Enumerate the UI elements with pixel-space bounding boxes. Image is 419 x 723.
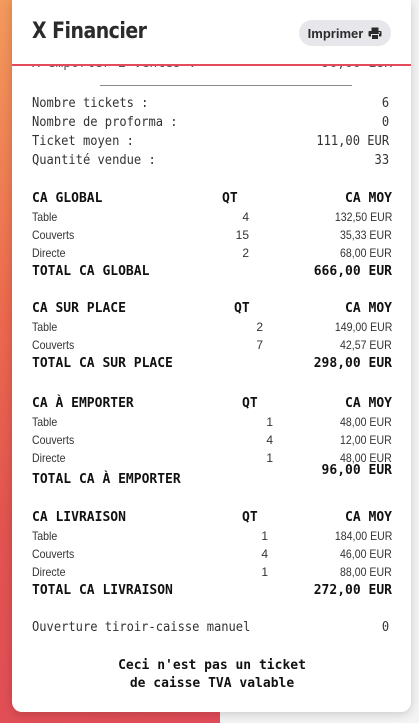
line-ca-moy: 184,00 EUR <box>334 529 392 543</box>
section-line <box>32 320 392 337</box>
line-qt: 4 <box>261 547 268 561</box>
line-ca-moy: 68,00 EUR <box>340 246 392 260</box>
line-name: Couverts <box>32 433 75 447</box>
summary-value: 0 <box>381 115 390 130</box>
summary-value: 33 <box>374 153 390 168</box>
line-qt: 1 <box>261 565 268 579</box>
summary-value: 6 <box>381 96 390 111</box>
report-scroll-area[interactable] <box>12 56 411 712</box>
printer-icon <box>368 27 382 40</box>
line-ca-moy: 35,33 EUR <box>340 228 392 242</box>
section-line <box>32 246 392 263</box>
section-header <box>32 510 392 528</box>
section-title: CA SUR PLACE <box>32 301 126 316</box>
summary-value: 111,00 EUR <box>316 134 390 149</box>
line-name: Table <box>32 415 58 429</box>
print-button-label: Imprimer <box>307 25 364 41</box>
footer-line-2: de caisse TVA valable <box>129 676 295 691</box>
drawer-row <box>32 620 390 638</box>
total-label: TOTAL CA SUR PLACE <box>32 356 173 371</box>
qt-header: QT <box>222 191 238 206</box>
ca-moy-header: CA MOY <box>345 510 392 525</box>
summary-label: Nombre de proforma : <box>32 115 178 130</box>
line-ca-moy: 132,50 EUR <box>334 210 392 224</box>
summary-label: Quantité vendue : <box>32 153 156 168</box>
line-name: Directe <box>32 246 66 260</box>
summary-row <box>32 153 390 171</box>
section-line <box>32 415 392 432</box>
section-header <box>32 301 392 319</box>
line-qt: 1 <box>261 529 268 543</box>
line-qt: 15 <box>235 228 249 242</box>
summary-row <box>32 134 390 152</box>
qt-header: QT <box>234 301 250 316</box>
line-qt: 2 <box>242 246 249 260</box>
section-line <box>32 228 392 245</box>
section-line <box>32 547 392 564</box>
line-qt: 1 <box>266 451 273 465</box>
summary-row <box>32 96 390 114</box>
line-ca-moy: 88,00 EUR <box>340 565 392 579</box>
line-ca-moy: 149,00 EUR <box>334 320 392 334</box>
line-qt: 4 <box>242 210 249 224</box>
modal-title: X Financier <box>32 19 147 44</box>
footer-line-1: Ceci n'est pas un ticket <box>118 658 306 673</box>
line-qt: 1 <box>266 415 273 429</box>
divider <box>100 85 352 86</box>
qt-header: QT <box>242 396 258 411</box>
total-label: TOTAL CA LIVRAISON <box>32 583 173 598</box>
section-line <box>32 338 392 355</box>
line-name: Couverts <box>32 228 75 242</box>
line-name: Couverts <box>32 338 75 352</box>
line-name: Couverts <box>32 547 75 561</box>
section-total <box>32 463 392 490</box>
section-total <box>32 264 392 282</box>
section-title: CA LIVRAISON <box>32 510 126 525</box>
ca-moy-header: CA MOY <box>345 396 392 411</box>
line-name: Directe <box>32 565 66 579</box>
line-ca-moy: 48,00 EUR <box>340 415 392 429</box>
total-value: 96,00 EUR <box>321 463 392 478</box>
section-total <box>32 583 392 601</box>
line-name: Table <box>32 529 58 543</box>
line-ca-moy: 42,57 EUR <box>340 338 392 352</box>
line-ca-moy: 12,00 EUR <box>340 433 392 447</box>
drawer-value: 0 <box>381 620 390 635</box>
section-title: CA GLOBAL <box>32 191 103 206</box>
line-ca-moy: 46,00 EUR <box>340 547 392 561</box>
modal-header <box>12 0 411 66</box>
section-header <box>32 191 392 209</box>
line-name: Table <box>32 210 58 224</box>
line-qt: 4 <box>266 433 273 447</box>
financial-report-modal <box>12 0 411 712</box>
total-label: TOTAL CA À EMPORTER <box>32 472 181 487</box>
summary-label: Ticket moyen : <box>32 134 134 149</box>
print-button[interactable] <box>299 20 391 46</box>
total-value: 298,00 EUR <box>313 356 392 371</box>
line-name: Table <box>32 320 58 334</box>
total-label: TOTAL CA GLOBAL <box>32 264 150 279</box>
total-value: 272,00 EUR <box>313 583 392 598</box>
section-line <box>32 210 392 227</box>
qt-header: QT <box>242 510 258 525</box>
line-qt: 7 <box>256 338 263 352</box>
line-qt: 2 <box>256 320 263 334</box>
ca-moy-header: CA MOY <box>345 301 392 316</box>
section-header <box>32 396 392 414</box>
section-line <box>32 529 392 546</box>
line-ca-moy: 48,00 EUR <box>340 451 392 465</box>
total-value: 666,00 EUR <box>313 264 392 279</box>
section-line <box>32 433 392 450</box>
summary-label: Nombre tickets : <box>32 96 149 111</box>
section-line <box>32 565 392 582</box>
line-name: Directe <box>32 451 66 465</box>
footer-note <box>32 657 392 693</box>
section-title: CA À EMPORTER <box>32 396 134 411</box>
drawer-label: Ouverture tiroir-caisse manuel <box>32 620 251 635</box>
summary-row <box>32 115 390 133</box>
ca-moy-header: CA MOY <box>345 191 392 206</box>
section-total <box>32 356 392 374</box>
